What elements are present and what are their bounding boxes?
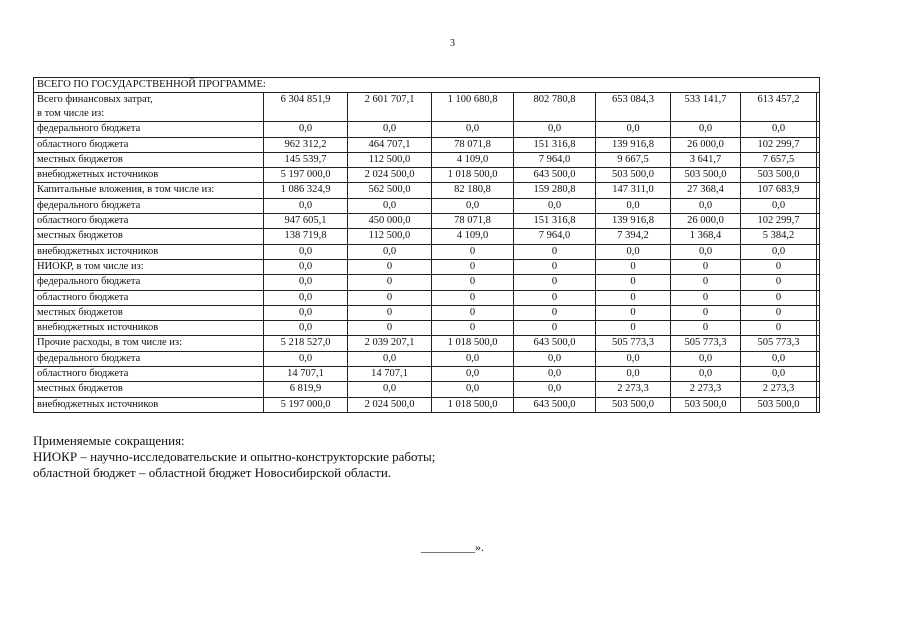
- table-cell: 0: [348, 305, 432, 320]
- table-cell: 0,0: [514, 122, 596, 137]
- table-cell: 0,0: [514, 367, 596, 382]
- notes-line-1: НИОКР – научно-исследовательские и опытно-конструкторские работы;: [33, 449, 436, 464]
- page-number: 3: [450, 38, 455, 49]
- row-label: местных бюджетов: [34, 152, 264, 167]
- table-row: [34, 397, 820, 412]
- table-title-row: [34, 78, 820, 93]
- table-cell: 0: [514, 244, 596, 259]
- table-cell: 0: [432, 275, 514, 290]
- table-cell: 533 141,7: [671, 93, 741, 122]
- table-cell: 0: [596, 321, 671, 336]
- financing-table: [33, 77, 820, 413]
- table-cell: 947 605,1: [264, 214, 348, 229]
- table-cell: 159 280,8: [514, 183, 596, 198]
- table-cell: 151 316,8: [514, 214, 596, 229]
- table-cell: [817, 275, 820, 290]
- table-row: [34, 244, 820, 259]
- table-cell: [817, 305, 820, 320]
- table-cell: 0,0: [348, 198, 432, 213]
- table-cell: 7 657,5: [741, 152, 817, 167]
- table-cell: [817, 137, 820, 152]
- table-row: [34, 351, 820, 366]
- table-cell: 0: [596, 259, 671, 274]
- table-cell: 0,0: [596, 122, 671, 137]
- row-label: внебюджетных источников: [34, 168, 264, 183]
- table-cell: 0,0: [264, 351, 348, 366]
- table-cell: 7 394,2: [596, 229, 671, 244]
- table-cell: 0,0: [671, 367, 741, 382]
- table-cell: [817, 198, 820, 213]
- table-cell: 0,0: [671, 351, 741, 366]
- total-row: [34, 93, 820, 122]
- row-label: федерального бюджета: [34, 122, 264, 137]
- table-cell: 112 500,0: [348, 152, 432, 167]
- table-cell: 5 218 527,0: [264, 336, 348, 351]
- table-cell: [817, 214, 820, 229]
- table-cell: 0: [671, 305, 741, 320]
- table-row: [34, 305, 820, 320]
- table-cell: 802 780,8: [514, 93, 596, 122]
- table-cell: [817, 397, 820, 412]
- row-label: местных бюджетов: [34, 382, 264, 397]
- table-cell: 0,0: [671, 122, 741, 137]
- table-cell: 503 500,0: [671, 397, 741, 412]
- table-cell: 0,0: [741, 198, 817, 213]
- table-row: [34, 367, 820, 382]
- abbreviations-notes: [33, 433, 435, 481]
- table-cell: 5 197 000,0: [264, 168, 348, 183]
- table-cell: 0: [514, 321, 596, 336]
- table-cell: 0: [741, 290, 817, 305]
- notes-heading: Применяемые сокращения:: [33, 433, 185, 448]
- table-row: [34, 168, 820, 183]
- row-label-line2: в том числе из:: [37, 107, 105, 119]
- table-row: [34, 321, 820, 336]
- table-cell: 0,0: [596, 351, 671, 366]
- table-cell: [817, 351, 820, 366]
- table-cell: 0,0: [348, 122, 432, 137]
- row-label: федерального бюджета: [34, 275, 264, 290]
- table-row: [34, 275, 820, 290]
- table-cell: 6 819,9: [264, 382, 348, 397]
- table-cell: [817, 122, 820, 137]
- table-cell: 0: [348, 321, 432, 336]
- table-cell: 27 368,4: [671, 183, 741, 198]
- table-cell: 14 707,1: [264, 367, 348, 382]
- table-row: [34, 137, 820, 152]
- row-label: Капитальные вложения, в том числе из:: [34, 183, 264, 198]
- table-cell: 0: [741, 321, 817, 336]
- table-cell: 643 500,0: [514, 336, 596, 351]
- table-cell: 0: [596, 275, 671, 290]
- table-cell: 653 084,3: [596, 93, 671, 122]
- table-cell: 7 964,0: [514, 152, 596, 167]
- table-cell: [817, 229, 820, 244]
- table-cell: 0: [671, 259, 741, 274]
- table-cell: [817, 290, 820, 305]
- table-cell: 107 683,9: [741, 183, 817, 198]
- row-label: областного бюджета: [34, 290, 264, 305]
- table-cell: [817, 321, 820, 336]
- table-cell: 4 109,0: [432, 152, 514, 167]
- table-title: ВСЕГО ПО ГОСУДАРСТВЕННОЙ ПРОГРАММЕ:: [34, 78, 820, 93]
- row-label: федерального бюджета: [34, 351, 264, 366]
- table-cell: 5 197 000,0: [264, 397, 348, 412]
- table-cell: 0: [671, 321, 741, 336]
- table-cell: 562 500,0: [348, 183, 432, 198]
- table-cell: 0: [741, 259, 817, 274]
- table-row: [34, 229, 820, 244]
- table-cell: 0,0: [264, 321, 348, 336]
- table-cell: 0,0: [264, 275, 348, 290]
- table-row: [34, 152, 820, 167]
- table-cell: 0,0: [348, 244, 432, 259]
- table-cell: [817, 259, 820, 274]
- table-cell: [817, 367, 820, 382]
- table-cell: 9 667,5: [596, 152, 671, 167]
- table-row: [34, 198, 820, 213]
- table-cell: 0: [432, 290, 514, 305]
- table-row: [34, 259, 820, 274]
- table-cell: 0,0: [264, 244, 348, 259]
- table-cell: 0,0: [264, 198, 348, 213]
- row-label: федерального бюджета: [34, 198, 264, 213]
- table-cell: 464 707,1: [348, 137, 432, 152]
- table-row: [34, 382, 820, 397]
- table-cell: 139 916,8: [596, 214, 671, 229]
- table-cell: 0: [514, 259, 596, 274]
- table-cell: 14 707,1: [348, 367, 432, 382]
- row-label: областного бюджета: [34, 214, 264, 229]
- table-cell: 1 018 500,0: [432, 397, 514, 412]
- table-cell: [817, 336, 820, 351]
- table-cell: 1 086 324,9: [264, 183, 348, 198]
- table-cell: 1 018 500,0: [432, 336, 514, 351]
- table-cell: 0,0: [264, 259, 348, 274]
- table-row: [34, 290, 820, 305]
- table-cell: 0,0: [264, 122, 348, 137]
- table-cell: 1 018 500,0: [432, 168, 514, 183]
- table-cell: 0,0: [432, 122, 514, 137]
- table-cell: 2 273,3: [596, 382, 671, 397]
- table-cell: 0: [432, 305, 514, 320]
- table-cell: 139 916,8: [596, 137, 671, 152]
- table-cell: 0: [432, 244, 514, 259]
- row-label: областного бюджета: [34, 137, 264, 152]
- table-cell: 2 273,3: [741, 382, 817, 397]
- table-cell: 505 773,3: [596, 336, 671, 351]
- table-cell: 151 316,8: [514, 137, 596, 152]
- table-cell: 0: [596, 305, 671, 320]
- table-cell: 503 500,0: [671, 168, 741, 183]
- table-cell: 503 500,0: [596, 168, 671, 183]
- table-cell: 0,0: [741, 367, 817, 382]
- table-cell: 0: [432, 259, 514, 274]
- table-cell: 503 500,0: [741, 397, 817, 412]
- table-cell: 78 071,8: [432, 137, 514, 152]
- table-cell: 5 384,2: [741, 229, 817, 244]
- table-cell: 0: [514, 290, 596, 305]
- table-cell: 0: [348, 259, 432, 274]
- closing-mark: _________».: [421, 540, 484, 554]
- table-cell: 0,0: [671, 198, 741, 213]
- table-cell: 2 601 707,1: [348, 93, 432, 122]
- table-cell: 0: [596, 290, 671, 305]
- table-cell: 0,0: [348, 382, 432, 397]
- table-cell: 505 773,3: [741, 336, 817, 351]
- table-cell: [817, 183, 820, 198]
- table-cell: 2 024 500,0: [348, 168, 432, 183]
- table-cell: 0,0: [432, 382, 514, 397]
- row-label: местных бюджетов: [34, 305, 264, 320]
- row-label: внебюджетных источников: [34, 244, 264, 259]
- table-cell: 0,0: [596, 198, 671, 213]
- row-label: местных бюджетов: [34, 229, 264, 244]
- table-cell: 503 500,0: [596, 397, 671, 412]
- table-cell: 0: [348, 275, 432, 290]
- table-cell: 2 024 500,0: [348, 397, 432, 412]
- table-cell: 1 100 680,8: [432, 93, 514, 122]
- table-cell: 102 299,7: [741, 137, 817, 152]
- table-cell: 0: [514, 305, 596, 320]
- table-cell: 145 539,7: [264, 152, 348, 167]
- table-cell: 2 273,3: [671, 382, 741, 397]
- table-cell: 0,0: [514, 198, 596, 213]
- row-label: областного бюджета: [34, 367, 264, 382]
- table-cell: [817, 93, 820, 122]
- table-cell: 82 180,8: [432, 183, 514, 198]
- table-cell: 138 719,8: [264, 229, 348, 244]
- table-cell: 112 500,0: [348, 229, 432, 244]
- table-cell: 613 457,2: [741, 93, 817, 122]
- table-cell: [817, 168, 820, 183]
- table-cell: [817, 244, 820, 259]
- table-row: [34, 336, 820, 351]
- table-cell: 2 039 207,1: [348, 336, 432, 351]
- row-label-line1: Всего финансовых затрат,: [37, 94, 153, 106]
- row-label: Прочие расходы, в том числе из:: [34, 336, 264, 351]
- table-cell: 3 641,7: [671, 152, 741, 167]
- notes-line-2: областной бюджет – областной бюджет Новосибирской области.: [33, 465, 392, 480]
- table-cell: 962 312,2: [264, 137, 348, 152]
- table-cell: 503 500,0: [741, 168, 817, 183]
- row-label: [34, 93, 264, 122]
- table-cell: 0,0: [264, 290, 348, 305]
- row-label: внебюджетных источников: [34, 397, 264, 412]
- table-cell: 0: [671, 275, 741, 290]
- table-cell: 0: [348, 290, 432, 305]
- row-label: внебюджетных источников: [34, 321, 264, 336]
- table-cell: 1 368,4: [671, 229, 741, 244]
- table-cell: 4 109,0: [432, 229, 514, 244]
- table-cell: 0,0: [264, 305, 348, 320]
- table-cell: 0,0: [348, 351, 432, 366]
- table-cell: 0,0: [432, 367, 514, 382]
- table-cell: 450 000,0: [348, 214, 432, 229]
- table-cell: 7 964,0: [514, 229, 596, 244]
- table-cell: 505 773,3: [671, 336, 741, 351]
- table-cell: 643 500,0: [514, 168, 596, 183]
- table-cell: 147 311,0: [596, 183, 671, 198]
- table-cell: 0,0: [514, 382, 596, 397]
- table-cell: 0,0: [514, 351, 596, 366]
- table-cell: 6 304 851,9: [264, 93, 348, 122]
- table-cell: 0: [432, 321, 514, 336]
- table-cell: 0,0: [432, 351, 514, 366]
- table-cell: 0: [671, 290, 741, 305]
- table-cell: 78 071,8: [432, 214, 514, 229]
- table-cell: 0,0: [596, 244, 671, 259]
- table-cell: 0,0: [741, 244, 817, 259]
- table-row: [34, 214, 820, 229]
- table-row: [34, 122, 820, 137]
- table-cell: 0,0: [741, 122, 817, 137]
- table-cell: 0,0: [671, 244, 741, 259]
- table-cell: 0: [741, 305, 817, 320]
- table-cell: 26 000,0: [671, 137, 741, 152]
- table-cell: [817, 152, 820, 167]
- table-cell: 0: [514, 275, 596, 290]
- table-cell: 0,0: [741, 351, 817, 366]
- table-cell: 0: [741, 275, 817, 290]
- table-cell: [817, 382, 820, 397]
- table-cell: 0,0: [432, 198, 514, 213]
- table-row: [34, 183, 820, 198]
- row-label: НИОКР, в том числе из:: [34, 259, 264, 274]
- table-cell: 0,0: [596, 367, 671, 382]
- table-cell: 102 299,7: [741, 214, 817, 229]
- table-cell: 26 000,0: [671, 214, 741, 229]
- table-cell: 643 500,0: [514, 397, 596, 412]
